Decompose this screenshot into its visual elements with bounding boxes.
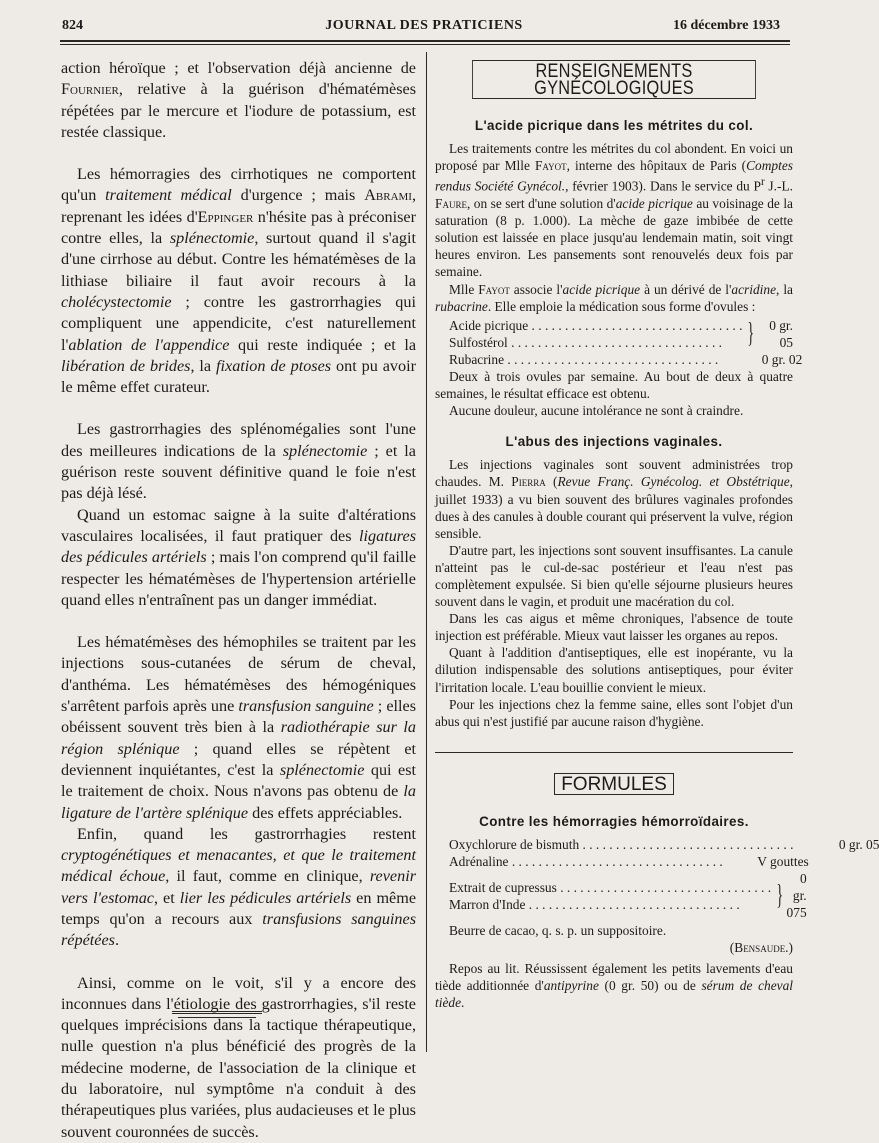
- text-run: ; et la guérison reste souvent définitive quand le foie n'est pas déjà lésé.: [61, 441, 416, 503]
- italic-run: rubacrine: [435, 298, 488, 314]
- text-run: , interne des hôpitaux de Paris (: [566, 158, 747, 174]
- ingredient-name: Marron d'Inde . . .: [449, 896, 771, 913]
- smallcaps-run: Pierra: [511, 474, 546, 490]
- italic-run: antipyrine: [543, 977, 599, 993]
- text-run: Ainsi, comme on le voit, s'il y a encore des inconnues dans l'étiologie des gastrorrhagies, s'il reste quelques imprécisions dans la tactique thérapeutique, nulle question n'a plus bénéficié des progrès de la médecine moderne, de l'association de la clinique et du laboratoire, nul symptôme n'a conduit à des thérapeutiques plus variées, plus audacieuses et le plus souvent couronnées de succès.: [61, 973, 416, 1141]
- text-run: . Elle emploie la médication sous forme d'ovules :: [487, 298, 756, 314]
- text-run: Les hématémèses des hémophiles se traitent par les injections sous-cutanées de sérum de cheval, d'anthéma. Les hématémèses des hémogéniques s'arrêtent parfois après une: [61, 633, 416, 716]
- paragraph: [61, 973, 416, 1143]
- italic-run: revenir vers l'estomac: [61, 867, 416, 907]
- ingredient-dose: 0 gr. 075: [786, 871, 807, 921]
- text-run: ; mais l'on comprend qu'il faille respecter les hématémèses de l'hypertension artérielle quand elles n'entraînent pas un danger immédiat.: [61, 548, 416, 609]
- text-run: ont pu avoir le même effet curateur.: [61, 356, 416, 397]
- superscript-run: r: [760, 176, 765, 189]
- ingredient-dose: 0 gr. 05: [769, 317, 793, 350]
- italic-run: cholécystectomie: [61, 292, 172, 311]
- header-rule-thin: [60, 44, 790, 45]
- italic-run: splénectomie: [282, 441, 368, 460]
- text-run: , février 1903). Dans le service du P: [565, 178, 761, 194]
- text-run: .: [461, 994, 465, 1010]
- prescription-group: [449, 870, 807, 921]
- text-run: ; quand elles se répètent et deviennent inquiétantes, c'est la: [61, 739, 416, 779]
- italic-run: transfusion sanguine: [238, 697, 374, 716]
- text-run: , relative à la guérison d'hématémèses répétées par le mercure et l'iodure de potassium, est restée classique.: [61, 80, 416, 141]
- smallcaps-run: Fayot: [478, 281, 510, 297]
- subheading-injections: L'abus des injections vaginales.: [505, 434, 723, 450]
- brace-glyph: }: [776, 879, 784, 911]
- paragraph: Quant à l'addition d'antiseptiques, elle est inopérante, vu la dilution indispensable des solutions antiseptiques, pour éviter l'irritation locale. L'eau bouillie convient le mieux.: [435, 645, 793, 695]
- text-run: .: [114, 931, 119, 950]
- text-run: associe l': [509, 281, 563, 297]
- text-run: Les gastrorrhagies des splénomégalies sont l'une des meilleures indications de la: [61, 420, 416, 460]
- paragraph: Deux à trois ovules par semaine. Au bout de deux à quatre semaines, le résultat efficace est obtenu.: [435, 368, 793, 402]
- end-rule: [172, 1011, 262, 1016]
- text-run: à un dérivé de l': [640, 281, 732, 297]
- text-run: , la: [776, 281, 793, 297]
- smallcaps-run: Abrami: [364, 186, 412, 205]
- header-rule: [60, 40, 790, 42]
- text-run: Les hémorragies des cirrhotiques ne comportent qu'un: [61, 165, 416, 205]
- paragraph: Aucune douleur, aucune intolérance ne sont à craindre.: [449, 403, 744, 419]
- formula-base: Beurre de cacao, q. s. p. un suppositoire.: [449, 922, 667, 938]
- text-run: , la: [190, 356, 217, 375]
- left-column: [61, 58, 416, 1143]
- prescription-row: [449, 836, 879, 853]
- ingredient-dose: V gouttes: [757, 854, 809, 870]
- text-run: (: [545, 474, 558, 490]
- italic-run: radiothérapie sur la région splénique: [61, 718, 416, 758]
- ingredient-name: Sulfostérol . . .: [449, 334, 742, 351]
- text-run: Les injections vaginales sont souvent administrées trop chaudes. M.: [435, 457, 793, 490]
- text-run: (0 gr. 50) ou de: [598, 977, 702, 993]
- italic-run: fixation de ptoses: [216, 356, 332, 375]
- italic-run: transfusions sanguines répétées: [61, 909, 416, 950]
- paragraph: D'autre part, les injections sont souvent insuffisantes. La canule n'atteint pas le cul-de-sac postérieur et l'eau n'est pas complètement expulsée. Si bien qu'elle séjourne plusieurs heures souvent dans le vagin, et produit une macération du col.: [435, 542, 793, 610]
- text-run: Mlle: [449, 281, 479, 297]
- text-run: Les traitements contre les métrites du col abondent. En voici un proposé par Mlle: [435, 141, 793, 174]
- ingredient-name: Extrait de cupressus . . .: [449, 879, 771, 896]
- formula-author: (Bensaude.): [729, 939, 793, 955]
- column-divider: [426, 52, 427, 1052]
- prescription-row: [449, 351, 803, 368]
- end-rule-thin: [178, 1017, 256, 1018]
- italic-run: acridine: [731, 281, 777, 297]
- smallcaps-run: Fayot: [534, 158, 567, 174]
- italic-run: libération de brides: [61, 356, 191, 375]
- ingredient-dose: 0 gr. 05: [838, 837, 879, 853]
- paragraph: [61, 632, 416, 824]
- paragraph: [435, 456, 793, 541]
- ingredient-dose: 0 gr. 02: [761, 351, 803, 367]
- italic-run: ablation de l'appendice: [68, 335, 230, 354]
- text-run: des effets appréciables.: [248, 803, 403, 822]
- subheading-hemorrhoids: Contre les hémorragies hémorroïdaires.: [479, 813, 749, 829]
- paragraph: [61, 164, 416, 398]
- issue-date: 16 décembre 1933: [672, 18, 780, 33]
- page-header: [62, 18, 786, 38]
- paragraph: [435, 281, 793, 315]
- paragraph: [61, 824, 416, 952]
- journal-title: JOURNAL DES PRATICIENS: [325, 18, 523, 33]
- right-column: [435, 60, 879, 1011]
- paragraph: [435, 960, 793, 1011]
- section-title-gynecology: RENSEIGNEMENTS GYNÉCOLOGIQUES: [472, 60, 756, 99]
- text-run: , et: [153, 888, 180, 907]
- smallcaps-run: Faure: [435, 196, 467, 212]
- italic-run: acide picrique: [615, 196, 693, 212]
- text-run: , juillet 1933) a vu bien souvent des brûlures vaginales profondes dues à des canules à double courant qui préservent la vulve, région sensible.: [435, 474, 793, 541]
- text-run: Enfin, quand les gastrorrhagies restent: [77, 824, 416, 843]
- text-run: J.-L.: [764, 178, 793, 194]
- italic-run: la ligature de l'artère splénique: [61, 782, 416, 822]
- italic-run: sérum de cheval tiède: [435, 977, 794, 1010]
- paragraph: Dans les cas aigus et même chroniques, l'absence de toute injection est préférable. Mieux vaut laisser les organes au repos.: [435, 611, 793, 644]
- text-run: ; contre les gastrorrhagies qui compliquent une appendicite, c'est naturellement l': [61, 292, 416, 354]
- paragraph: [61, 58, 416, 143]
- paragraph: [61, 505, 416, 611]
- section-title-formulas: FORMULES: [554, 773, 674, 795]
- brace-glyph: }: [747, 317, 755, 349]
- smallcaps-run: Eppinger: [197, 207, 254, 226]
- text-run: , on se sert d'une solution d': [466, 196, 616, 212]
- ingredient-name: Acide picrique . . .: [449, 317, 742, 334]
- italic-run: ligatures des pédicules artériels: [61, 526, 416, 567]
- text-run: qui est le traitement de choix. Nous n'avons pas obtenu de: [61, 760, 416, 801]
- text-run: d'urgence ; mais: [231, 186, 365, 205]
- italic-run: cryptogénétiques et menacantes, et que le traitement médical échoue: [61, 846, 416, 886]
- italic-run: splénectomie: [279, 760, 365, 779]
- text-run: Repos au lit. Réussissent également les petits lavements d'eau tiède additionnée d': [435, 960, 793, 993]
- text-run: au voisinage de la saturation (8 p. 1.000). La mèche de gaze imbibée de cette solution est laissée en place jusqu'au lendemain matin, soit vingt heures environ. Les pansements sont renouvelés deux fois par semaine.: [435, 196, 793, 280]
- text-run: qui reste indiquée ; et la: [229, 335, 416, 354]
- prescription-row: [449, 853, 809, 870]
- text-run: ; elles obéissent souvent très bien à la: [61, 697, 416, 737]
- formula-block: [449, 836, 879, 956]
- italic-run: Revue Franç. Gynécolog. et Obstétrique: [557, 474, 790, 490]
- page-number: 824: [62, 18, 83, 33]
- text-run: , surtout quand il s'agit d'une cirrhose au début. Contre les hématémèses de la lithiase biliaire il faut avoir recours à la: [61, 229, 417, 290]
- text-run: n'hésite pas à préconiser contre elles, la: [61, 207, 416, 248]
- italic-run: lier les pédicules artériels: [179, 888, 352, 907]
- prescription-group: [449, 317, 793, 351]
- ingredient-name: Oxychlorure de bismuth . . .: [449, 836, 793, 853]
- text-run: action héroïque ; et l'observation déjà ancienne de: [61, 59, 416, 77]
- ingredient-name: Adrénaline . . .: [449, 853, 723, 870]
- text-run: , reprenant les idées d': [61, 186, 417, 226]
- italic-run: traitement médical: [105, 186, 232, 205]
- italic-run: acide picrique: [562, 281, 641, 297]
- ingredient-name: Rubacrine . . .: [449, 351, 718, 368]
- italic-run: Comptes rendus Société Gynécol.: [435, 158, 793, 194]
- italic-run: splénectomie: [169, 229, 255, 248]
- subheading-picric: L'acide picrique dans les métrites du col.: [474, 118, 754, 134]
- paragraph: [435, 140, 793, 280]
- text-run: , il faut, comme en clinique,: [165, 867, 370, 886]
- smallcaps-run: Fournier: [61, 80, 119, 99]
- paragraph: [61, 419, 416, 504]
- formulas-section: [435, 752, 793, 795]
- paragraph: Pour les injections chez la femme saine, elles sont l'objet d'un abus qui n'est justifié par aucune raison d'hygiène.: [435, 696, 793, 729]
- text-run: en même temps qu'on a recours aux: [61, 888, 416, 928]
- text-run: Quand un estomac saigne à la suite d'altérations vasculaires localisées, il faut pratiquer des: [61, 505, 416, 545]
